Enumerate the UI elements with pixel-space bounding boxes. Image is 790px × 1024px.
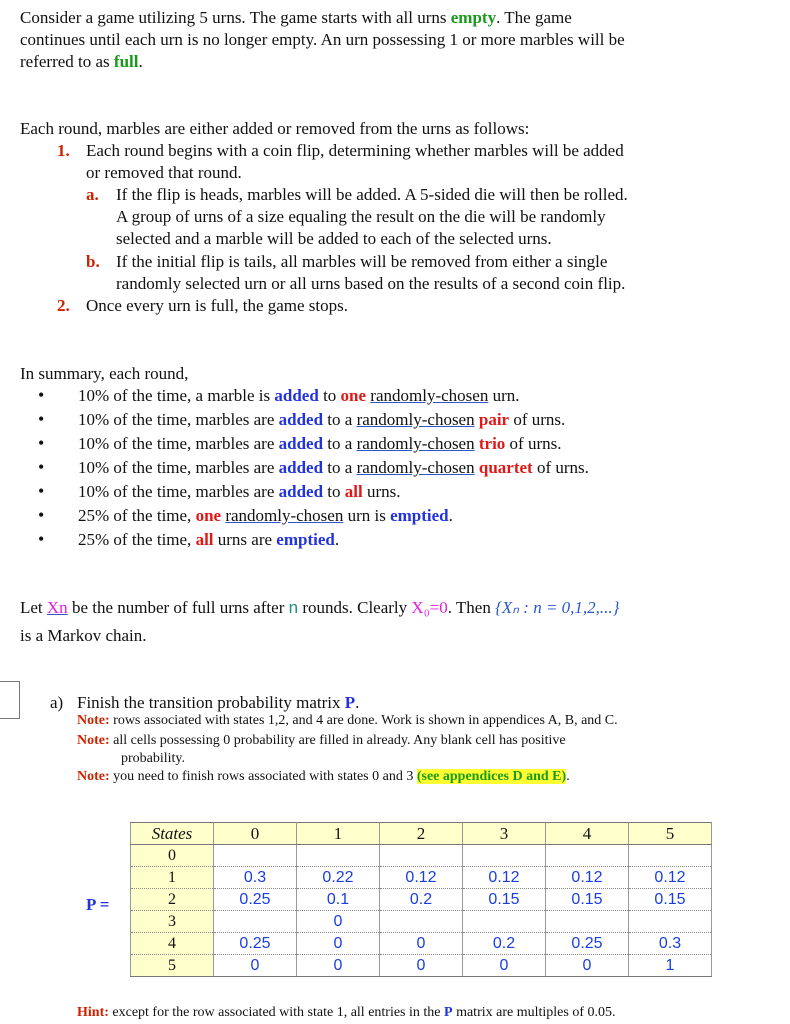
intro-text: Consider a game utilizing 5 urns. The game starts with all urns <box>20 8 451 27</box>
matrix-row <box>131 933 712 955</box>
matrix-cell: 0 <box>214 955 297 977</box>
matrix-cell: 1 <box>629 955 712 977</box>
matrix-row <box>131 889 712 911</box>
rule-a-text-3: selected and a marble will be added to each of the selected urns. <box>116 229 552 248</box>
rule-1-text-b: or removed that round. <box>86 163 242 182</box>
matrix-cell: 0 <box>380 955 463 977</box>
bullet: • <box>38 385 45 405</box>
intro-line-1 <box>20 7 572 29</box>
matrix-cell[interactable] <box>629 911 712 933</box>
hint-line: Hint: except for the row associated with state 1, all entries in the P matrix are multiples of 0.05. <box>77 1005 616 1020</box>
state-label: 5 <box>131 955 214 977</box>
transition-matrix <box>130 822 712 977</box>
summary-item: 10% of the time, marbles are added to a randomly-chosen trio of urns. <box>78 434 562 453</box>
matrix-cell[interactable] <box>380 845 463 867</box>
matrix-cell: 0.15 <box>546 889 629 911</box>
matrix-cell: 0.15 <box>629 889 712 911</box>
matrix-cell[interactable] <box>546 845 629 867</box>
matrix-cell[interactable] <box>629 845 712 867</box>
matrix-cell: 0.22 <box>297 867 380 889</box>
intro-text: referred to as <box>20 52 114 71</box>
rule-a-text-1: If the flip is heads, marbles will be added. A 5-sided die will then be rolled. <box>116 185 628 204</box>
intro-text: . The game <box>496 8 572 27</box>
column-header: 1 <box>297 823 380 845</box>
answer-checkbox[interactable] <box>0 681 20 719</box>
matrix-cell: 0.3 <box>629 933 712 955</box>
matrix-cell: 0 <box>297 911 380 933</box>
matrix-row <box>131 845 712 867</box>
rule-a-number <box>86 184 99 206</box>
rule-1-number <box>57 140 70 162</box>
markov-set: {Xₙ : n = 0,1,2,...} <box>495 598 620 617</box>
state-label: 4 <box>131 933 214 955</box>
term-full: full <box>113 52 139 71</box>
rule-b-text-1: If the initial flip is tails, all marbles will be removed from either a single <box>116 252 608 271</box>
note-2-cont: probability. <box>121 751 186 766</box>
note-3: Note: you need to finish rows associated with states 0 and 3 (see appendices D and E). <box>77 769 570 784</box>
part-a-title: Finish the transition probability matrix P. <box>77 693 360 712</box>
matrix-cell[interactable] <box>214 911 297 933</box>
summary-heading: In summary, each round, <box>20 364 189 383</box>
matrix-cell[interactable] <box>214 845 297 867</box>
markov-line-2: is a Markov chain. <box>20 626 147 645</box>
rules-heading: Each round, marbles are either added or removed from the urns as follows: <box>20 119 530 138</box>
rule-number: 2. <box>57 296 70 315</box>
rule-b-number <box>86 251 100 273</box>
matrix-row <box>131 955 712 977</box>
state-label: 2 <box>131 889 214 911</box>
state-label: 3 <box>131 911 214 933</box>
summary-item: 10% of the time, marbles are added to a randomly-chosen pair of urns. <box>78 410 566 429</box>
rule-number: 1. <box>57 141 70 160</box>
bullet: • <box>38 409 45 429</box>
summary-item: 10% of the time, marbles are added to all urns. <box>78 482 401 501</box>
term-empty: empty <box>450 8 497 27</box>
var-xn: Xn <box>46 598 68 617</box>
intro-text: . <box>138 52 143 71</box>
matrix-cell: 0.12 <box>546 867 629 889</box>
matrix-row <box>131 867 712 889</box>
column-header: 5 <box>629 823 712 845</box>
matrix-cell: 0 <box>546 955 629 977</box>
rule-1-text-a: Each round begins with a coin flip, determining whether marbles will be added <box>86 141 624 160</box>
matrix-cell[interactable] <box>297 845 380 867</box>
column-header: 2 <box>380 823 463 845</box>
intro-line-2: continues until each urn is no longer empty. An urn possessing 1 or more marbles will be <box>20 30 625 49</box>
markov-line-1: Let Xn be the number of full urns after n rounds. Clearly X₀=0. Then {Xₙ : n = 0,1,2,...} <box>20 598 620 617</box>
intro-line-3 <box>20 51 143 73</box>
matrix-cell: 0 <box>380 933 463 955</box>
matrix-cell: 0.12 <box>629 867 712 889</box>
rule-a-text-2: A group of urns of a size equaling the result on the die will be randomly <box>116 207 606 226</box>
state-label: 0 <box>131 845 214 867</box>
column-header: 0 <box>214 823 297 845</box>
summary-item: 10% of the time, marbles are added to a randomly-chosen quartet of urns. <box>78 458 589 477</box>
matrix-cell[interactable] <box>463 845 546 867</box>
matrix-header-row <box>131 823 712 845</box>
state-label: 1 <box>131 867 214 889</box>
var-x0: X₀=0 <box>411 598 448 617</box>
matrix-row <box>131 911 712 933</box>
note-1: Note: rows associated with states 1,2, and 4 are done. Work is shown in appendices A, B, and C. <box>77 713 618 728</box>
note-2: Note: all cells possessing 0 probability are filled in already. Any blank cell has positive <box>77 733 566 748</box>
appendix-highlight: (see appendices D and E) <box>416 769 567 784</box>
rule-letter: a. <box>86 185 99 204</box>
matrix-cell: 0.15 <box>463 889 546 911</box>
matrix-cell: 0.3 <box>214 867 297 889</box>
matrix-cell[interactable] <box>546 911 629 933</box>
matrix-cell: 0.12 <box>380 867 463 889</box>
summary-item: 10% of the time, a marble is added to one randomly-chosen urn. <box>78 386 520 405</box>
matrix-cell: 0 <box>297 933 380 955</box>
matrix-cell: 0.25 <box>546 933 629 955</box>
matrix-label: P = <box>86 895 110 914</box>
matrix-cell: 0.25 <box>214 889 297 911</box>
matrix-cell: 0.2 <box>380 889 463 911</box>
bullet: • <box>38 457 45 477</box>
rule-2-number <box>57 295 70 317</box>
matrix-cell: 0 <box>463 955 546 977</box>
summary-item: 25% of the time, all urns are emptied. <box>78 530 340 549</box>
bullet: • <box>38 433 45 453</box>
matrix-cell[interactable] <box>463 911 546 933</box>
bullet: • <box>38 481 45 501</box>
rule-b-text-2: randomly selected urn or all urns based on the results of a second coin flip. <box>116 274 626 293</box>
matrix-cell[interactable] <box>380 911 463 933</box>
column-header: 4 <box>546 823 629 845</box>
column-header: 3 <box>463 823 546 845</box>
bullet: • <box>38 505 45 525</box>
matrix-cell: 0 <box>297 955 380 977</box>
rule-2-text: Once every urn is full, the game stops. <box>86 296 349 315</box>
rule-letter: b. <box>86 252 100 271</box>
states-header: States <box>131 823 214 845</box>
part-a-label: a) <box>50 693 64 712</box>
matrix-cell: 0.1 <box>297 889 380 911</box>
matrix-cell: 0.25 <box>214 933 297 955</box>
var-n: n <box>288 598 299 617</box>
matrix-cell: 0.2 <box>463 933 546 955</box>
matrix-cell: 0.12 <box>463 867 546 889</box>
bullet: • <box>38 529 45 549</box>
summary-item: 25% of the time, one randomly-chosen urn is emptied. <box>78 506 453 525</box>
